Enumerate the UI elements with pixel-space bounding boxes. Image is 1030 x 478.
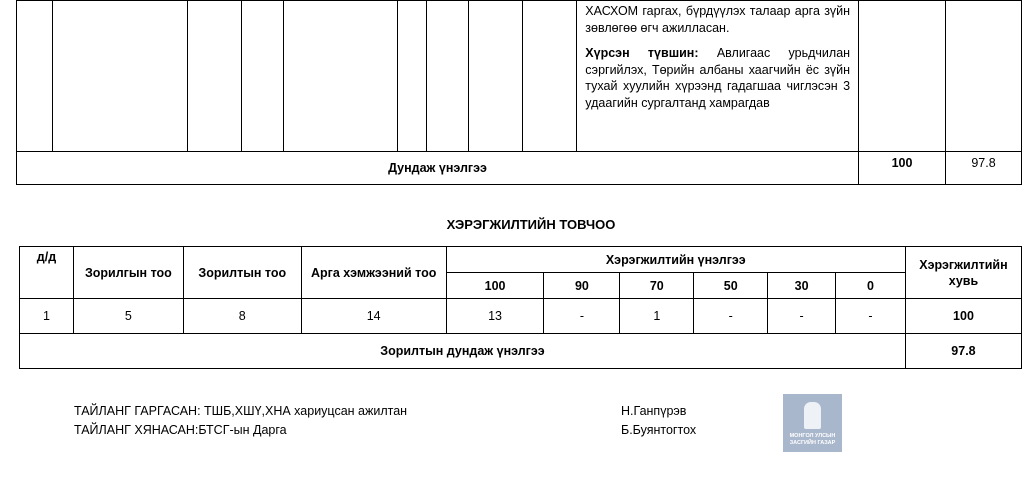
target-average-value: 97.8 [905, 334, 1021, 369]
col-header-measures: Арга хэмжээний тоо [301, 247, 446, 299]
average-value-target: 100 [859, 152, 946, 185]
average-label: Дундаж үнэлгээ [17, 152, 859, 185]
col-header-goals: Зорилгын тоо [73, 247, 183, 299]
preparer-name: Н.Ганпүрэв [621, 404, 687, 418]
result-text: Авлигаас урьдчилан сэргийлэх, Төрийн албаны хаагчийн ёс зүйн тухай хуулийн хүрээнд гадагшаа чиглэсэн 3 удаагийн сургалтанд хамрагдав [585, 46, 851, 110]
table-row [17, 1, 1022, 152]
score-level: 0 [836, 273, 906, 299]
table-row [20, 299, 1022, 334]
col-header-evaluation: Хэрэгжилтийн үнэлгээ [446, 247, 905, 273]
desc-paragraph: ХАСХОМ гаргах, бүрдүүлэх талаар арга зүйн зөвлөгөө өгч ажилласан. [585, 4, 851, 35]
cell-goals: 5 [73, 299, 183, 334]
activity-description [577, 1, 859, 152]
col-header-targets: Зорилтын тоо [183, 247, 301, 299]
government-seal-logo [783, 394, 842, 452]
reviewed-by: ТАЙЛАНГ ХЯНАСАН:БТСГ-ын Дарга [74, 423, 287, 437]
header-row [20, 247, 1022, 273]
reviewer-name: Б.Буянтогтох [621, 423, 697, 437]
cell-score: 1 [620, 299, 694, 334]
cell-score: - [544, 299, 620, 334]
signature-names [621, 402, 696, 440]
seal-text: МОНГОЛ УЛСЫН ЗАСГИЙН ГАЗАР [789, 433, 836, 446]
evaluation-table-continued [16, 0, 1022, 185]
cell-score: - [836, 299, 906, 334]
average-value-actual: 97.8 [945, 152, 1021, 185]
score-level: 100 [446, 273, 544, 299]
col-header-dd: д/д [20, 247, 74, 299]
score-level: 30 [768, 273, 836, 299]
cell-score: - [768, 299, 836, 334]
cell-score: 13 [446, 299, 544, 334]
summary-title: ХЭРЭГЖИЛТИЙН ТОВЧОО [446, 217, 616, 232]
soyombo-emblem-icon [804, 402, 821, 429]
cell-percent: 100 [905, 299, 1021, 334]
signature-roles [74, 402, 407, 440]
prepared-by: ТАЙЛАНГ ГАРГАСАН: ТШБ,ХШҮ,ХНА хариуцсан ажилтан [74, 404, 408, 418]
target-average-label: Зорилтын дундаж үнэлгээ [20, 334, 906, 369]
average-row [17, 152, 1022, 185]
cell-dd: 1 [20, 299, 74, 334]
desc-result-paragraph [585, 45, 850, 111]
cell-measures: 14 [301, 299, 446, 334]
cell-score: - [694, 299, 768, 334]
average-row [20, 334, 1022, 369]
result-label: Хүрсэн түвшин: [585, 46, 699, 60]
col-header-percent: Хэрэгжилтийн хувь [905, 247, 1021, 299]
score-level: 70 [620, 273, 694, 299]
score-level: 50 [694, 273, 768, 299]
summary-table [19, 246, 1022, 369]
cell-targets: 8 [183, 299, 301, 334]
score-level: 90 [544, 273, 620, 299]
